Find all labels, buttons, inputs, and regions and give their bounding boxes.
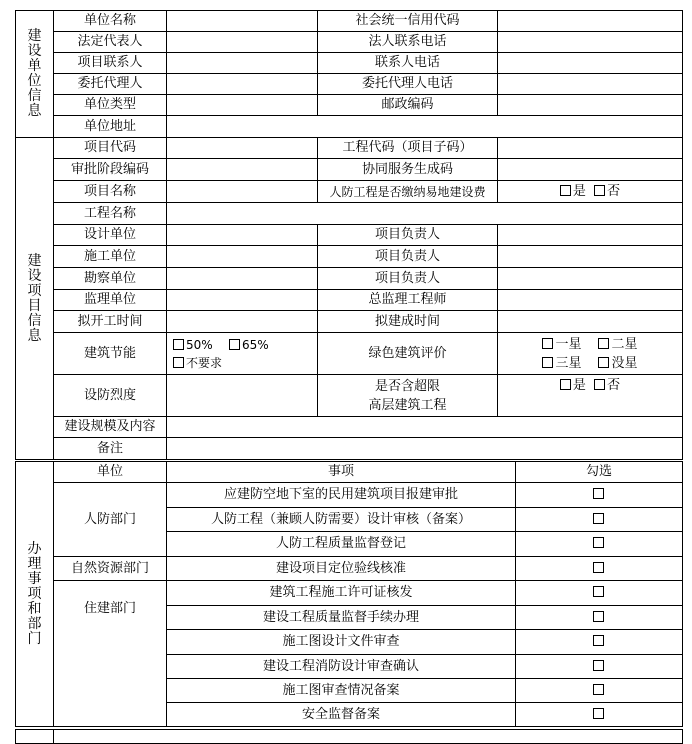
star-3-option[interactable]: 三星 [542, 354, 598, 373]
survey-manager-label: 项目负责人 [318, 268, 498, 290]
checkbox-icon[interactable] [598, 338, 609, 349]
unit-type-label: 单位类型 [54, 95, 167, 116]
matter-check[interactable] [516, 483, 683, 508]
matter-item: 人防工程（兼顾人防需要）设计审核（备案） [167, 508, 516, 532]
collab-service-label: 协同服务生成码 [318, 159, 498, 181]
high-rise-no-option[interactable]: 否 [594, 378, 620, 394]
checkbox-icon[interactable] [593, 611, 604, 622]
matter-check[interactable] [516, 630, 683, 655]
seismic-label: 设防烈度 [54, 375, 167, 417]
unit-type-field[interactable] [167, 95, 318, 116]
unit-info-title: 建设单位信息 [27, 28, 42, 119]
checkbox-icon[interactable] [542, 357, 553, 368]
address-field[interactable] [167, 116, 683, 138]
legal-phone-label: 法人联系电话 [318, 32, 498, 53]
green-rating-options [498, 333, 683, 375]
checkbox-icon[interactable] [173, 339, 184, 350]
scale-field[interactable] [167, 417, 683, 438]
planned-completion-label: 拟建成时间 [318, 311, 498, 333]
legal-rep-field[interactable] [167, 32, 318, 53]
checkbox-icon[interactable] [594, 185, 605, 196]
checkbox-icon[interactable] [593, 513, 604, 524]
matter-item: 安全监督备案 [167, 703, 516, 727]
star-2-option[interactable]: 二星 [598, 335, 637, 354]
matter-item: 建筑工程施工许可证核发 [167, 581, 516, 606]
checkbox-icon[interactable] [594, 379, 605, 390]
checkbox-icon[interactable] [593, 537, 604, 548]
checkbox-icon[interactable] [593, 562, 604, 573]
remarks-field[interactable] [167, 438, 683, 460]
unit-info-section [16, 11, 54, 138]
supervision-unit-label: 监理单位 [54, 290, 167, 311]
checkbox-icon[interactable] [593, 708, 604, 719]
engineering-name-label: 工程名称 [54, 203, 167, 225]
next-content-cell [54, 730, 683, 744]
engineering-code-field[interactable] [498, 138, 683, 159]
project-name-field[interactable] [167, 181, 318, 203]
matter-check[interactable] [516, 557, 683, 581]
legal-rep-label: 法定代表人 [54, 32, 167, 53]
civil-defense-fee-options [498, 181, 683, 203]
planned-completion-field[interactable] [498, 311, 683, 333]
matter-item: 建设工程消防设计审查确认 [167, 655, 516, 679]
design-unit-label: 设计单位 [54, 225, 167, 246]
matter-check[interactable] [516, 581, 683, 606]
matter-item: 应建防空地下室的民用建筑项目报建审批 [167, 483, 516, 508]
header-check: 勾选 [516, 462, 683, 483]
unit-name-label: 单位名称 [54, 11, 167, 32]
design-manager-field[interactable] [498, 225, 683, 246]
engineering-code-label: 工程代码（项目子码） [318, 138, 498, 159]
matters-title: 办理事项和部门 [27, 540, 42, 647]
survey-manager-field[interactable] [498, 268, 683, 290]
agent-phone-field[interactable] [498, 74, 683, 95]
high-rise-label: 是否含超限 高层建筑工程 [318, 375, 498, 417]
checkbox-icon[interactable] [593, 488, 604, 499]
energy-65-option[interactable]: 65% [229, 336, 269, 354]
project-code-field[interactable] [167, 138, 318, 159]
civil-defense-fee-label: 人防工程是否缴纳易地建设费 [318, 181, 498, 203]
construction-manager-field[interactable] [498, 246, 683, 268]
project-info-title: 建设项目信息 [27, 252, 42, 344]
contact-field[interactable] [167, 53, 318, 74]
checkbox-icon[interactable] [560, 379, 571, 390]
dept-natural-resources: 自然资源部门 [54, 557, 167, 581]
checkbox-icon[interactable] [560, 185, 571, 196]
dept-civil-defense: 人防部门 [54, 483, 167, 557]
matter-check[interactable] [516, 508, 683, 532]
checkbox-icon[interactable] [173, 357, 184, 368]
checkbox-icon[interactable] [229, 339, 240, 350]
chief-supervisor-label: 总监理工程师 [318, 290, 498, 311]
agent-phone-label: 委托代理人电话 [318, 74, 498, 95]
checkbox-icon[interactable] [542, 338, 553, 349]
postal-code-label: 邮政编码 [318, 95, 498, 116]
contact-phone-field[interactable] [498, 53, 683, 74]
energy-saving-options [167, 333, 318, 375]
postal-code-field[interactable] [498, 95, 683, 116]
fee-no-option[interactable]: 否 [594, 184, 620, 200]
matter-item: 建设工程质量监督手续办理 [167, 606, 516, 630]
design-manager-label: 项目负责人 [318, 225, 498, 246]
matter-item: 施工图审查情况备案 [167, 679, 516, 703]
next-table-edge [15, 729, 683, 744]
project-info-section [16, 138, 54, 460]
fee-yes-option[interactable]: 是 [560, 184, 586, 200]
high-rise-yes-option[interactable]: 是 [560, 378, 586, 394]
matter-item: 施工图设计文件审查 [167, 630, 516, 655]
design-unit-field[interactable] [167, 225, 318, 246]
info-table [15, 10, 683, 460]
matter-check[interactable] [516, 606, 683, 630]
scale-label: 建设规模及内容 [54, 417, 167, 438]
construction-manager-label: 项目负责人 [318, 246, 498, 268]
energy-none-option[interactable]: 不要求 [173, 354, 222, 372]
project-name-label: 项目名称 [54, 181, 167, 203]
matter-item: 建设项目定位验线核准 [167, 557, 516, 581]
supervision-unit-field[interactable] [167, 290, 318, 311]
checkbox-icon[interactable] [593, 635, 604, 646]
agent-field[interactable] [167, 74, 318, 95]
header-item: 事项 [167, 462, 516, 483]
survey-unit-label: 勘察单位 [54, 268, 167, 290]
matter-item: 人防工程质量监督登记 [167, 532, 516, 557]
address-label: 单位地址 [54, 116, 167, 138]
approval-stage-field[interactable] [167, 159, 318, 181]
credit-code-field[interactable] [498, 11, 683, 32]
engineering-name-field[interactable] [167, 203, 683, 225]
header-unit: 单位 [54, 462, 167, 483]
planned-start-label: 拟开工时间 [54, 311, 167, 333]
contact-phone-label: 联系人电话 [318, 53, 498, 74]
star-none-option[interactable]: 没星 [598, 354, 637, 373]
construction-unit-field[interactable] [167, 246, 318, 268]
contact-label: 项目联系人 [54, 53, 167, 74]
approval-stage-label: 审批阶段编码 [54, 159, 167, 181]
next-section-cell [16, 730, 54, 744]
collab-service-field[interactable] [498, 159, 683, 181]
star-1-option[interactable]: 一星 [542, 335, 598, 354]
seismic-field[interactable] [167, 375, 318, 417]
checkbox-icon[interactable] [598, 357, 609, 368]
matter-check[interactable] [516, 679, 683, 703]
high-rise-options [498, 375, 683, 417]
green-rating-label: 绿色建筑评价 [318, 333, 498, 375]
matters-table [15, 461, 683, 727]
matters-section [16, 462, 54, 727]
planned-start-field[interactable] [167, 311, 318, 333]
project-code-label: 项目代码 [54, 138, 167, 159]
legal-phone-field[interactable] [498, 32, 683, 53]
remarks-label: 备注 [54, 438, 167, 460]
credit-code-label: 社会统一信用代码 [318, 11, 498, 32]
energy-50-option[interactable]: 50% [173, 336, 229, 354]
survey-unit-field[interactable] [167, 268, 318, 290]
checkbox-icon[interactable] [593, 684, 604, 695]
chief-supervisor-field[interactable] [498, 290, 683, 311]
matter-check[interactable] [516, 532, 683, 557]
checkbox-icon[interactable] [593, 660, 604, 671]
dept-housing: 住建部门 [54, 581, 167, 727]
unit-name-field[interactable] [167, 11, 318, 32]
matter-check[interactable] [516, 703, 683, 727]
checkbox-icon[interactable] [593, 586, 604, 597]
energy-saving-label: 建筑节能 [54, 333, 167, 375]
agent-label: 委托代理人 [54, 74, 167, 95]
construction-unit-label: 施工单位 [54, 246, 167, 268]
matter-check[interactable] [516, 655, 683, 679]
